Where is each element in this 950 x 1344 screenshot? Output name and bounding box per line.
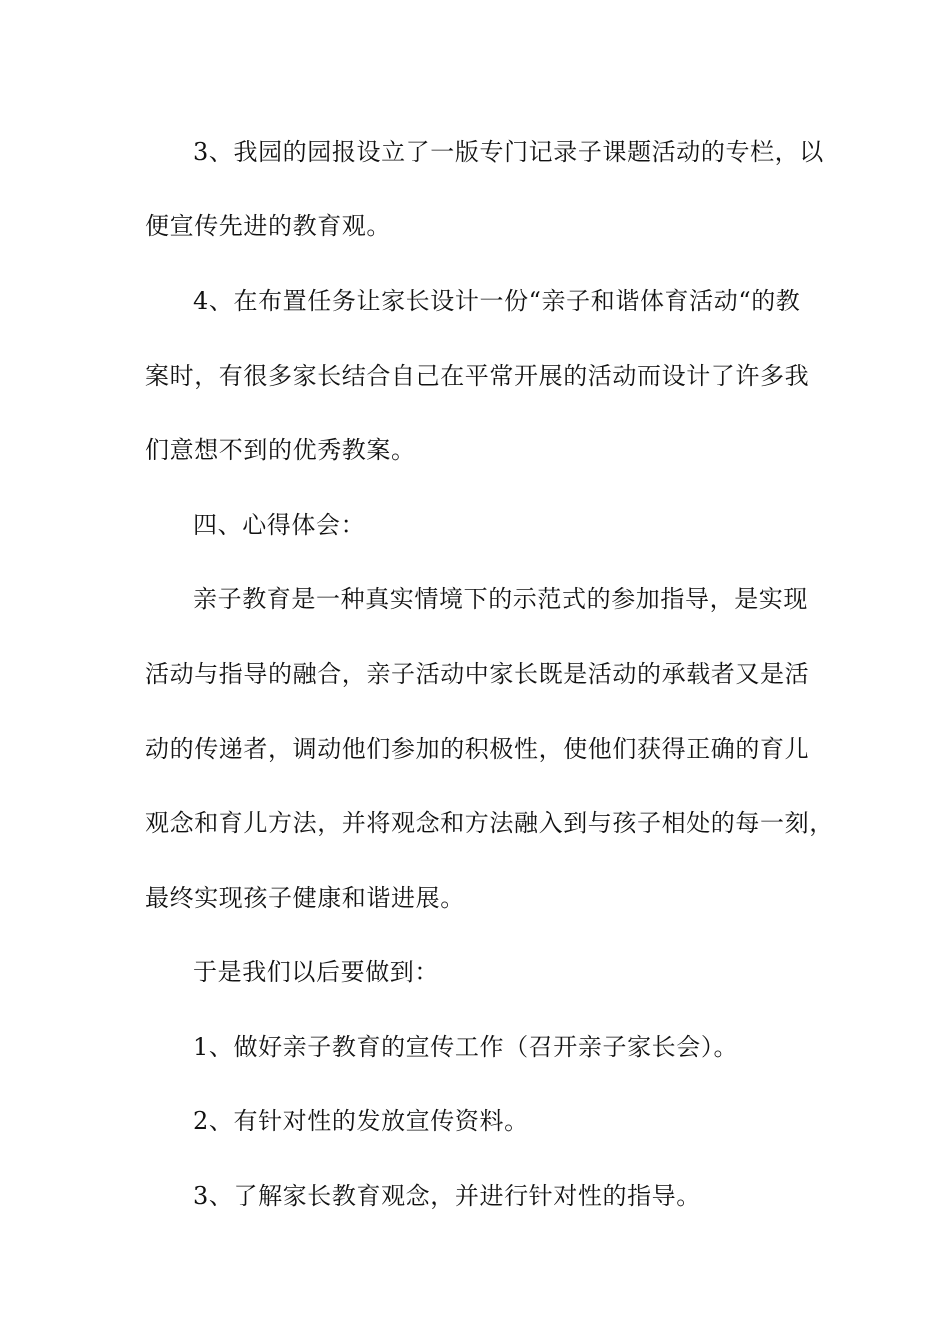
- paragraph-reflection-line-5: 最终实现孩子健康和谐进展。: [145, 884, 465, 912]
- plan-item-3: 3、了解家长教育观念，并进行针对性的指导。: [193, 1182, 701, 1210]
- plan-item-2: 2、有针对性的发放宣传资料。: [193, 1107, 529, 1135]
- plan-item-1: 1、做好亲子教育的宣传工作（召开亲子家长会）。: [193, 1033, 739, 1061]
- paragraph-item-4-line-1: 4、在布置任务让家长设计一份“亲子和谐体育活动“的教: [193, 287, 801, 315]
- paragraph-reflection-line-4: 观念和育儿方法，并将观念和方法融入到与孩子相处的每一刻，: [145, 809, 834, 837]
- section-heading: 四、心得体会：: [193, 511, 366, 539]
- paragraph-item-4-line-3: 们意想不到的优秀教案。: [145, 436, 416, 464]
- paragraph-item-4-line-2: 案时，有很多家长结合自己在平常开展的活动而设计了许多我: [145, 362, 810, 390]
- paragraph-item-3-line-2: 便宣传先进的教育观。: [145, 212, 391, 240]
- paragraph-reflection-line-1: 亲子教育是一种真实情境下的示范式的参加指导，是实现: [193, 585, 808, 613]
- paragraph-reflection-line-3: 动的传递者，调动他们参加的积极性，使他们获得正确的育儿: [145, 735, 810, 763]
- paragraph-reflection-line-2: 活动与指导的融合，亲子活动中家长既是活动的承载者又是活: [145, 660, 810, 688]
- paragraph-plan-intro: 于是我们以后要做到：: [193, 958, 439, 986]
- paragraph-item-3-line-1: 3、我园的园报设立了一版专门记录子课题活动的专栏，以: [193, 138, 824, 166]
